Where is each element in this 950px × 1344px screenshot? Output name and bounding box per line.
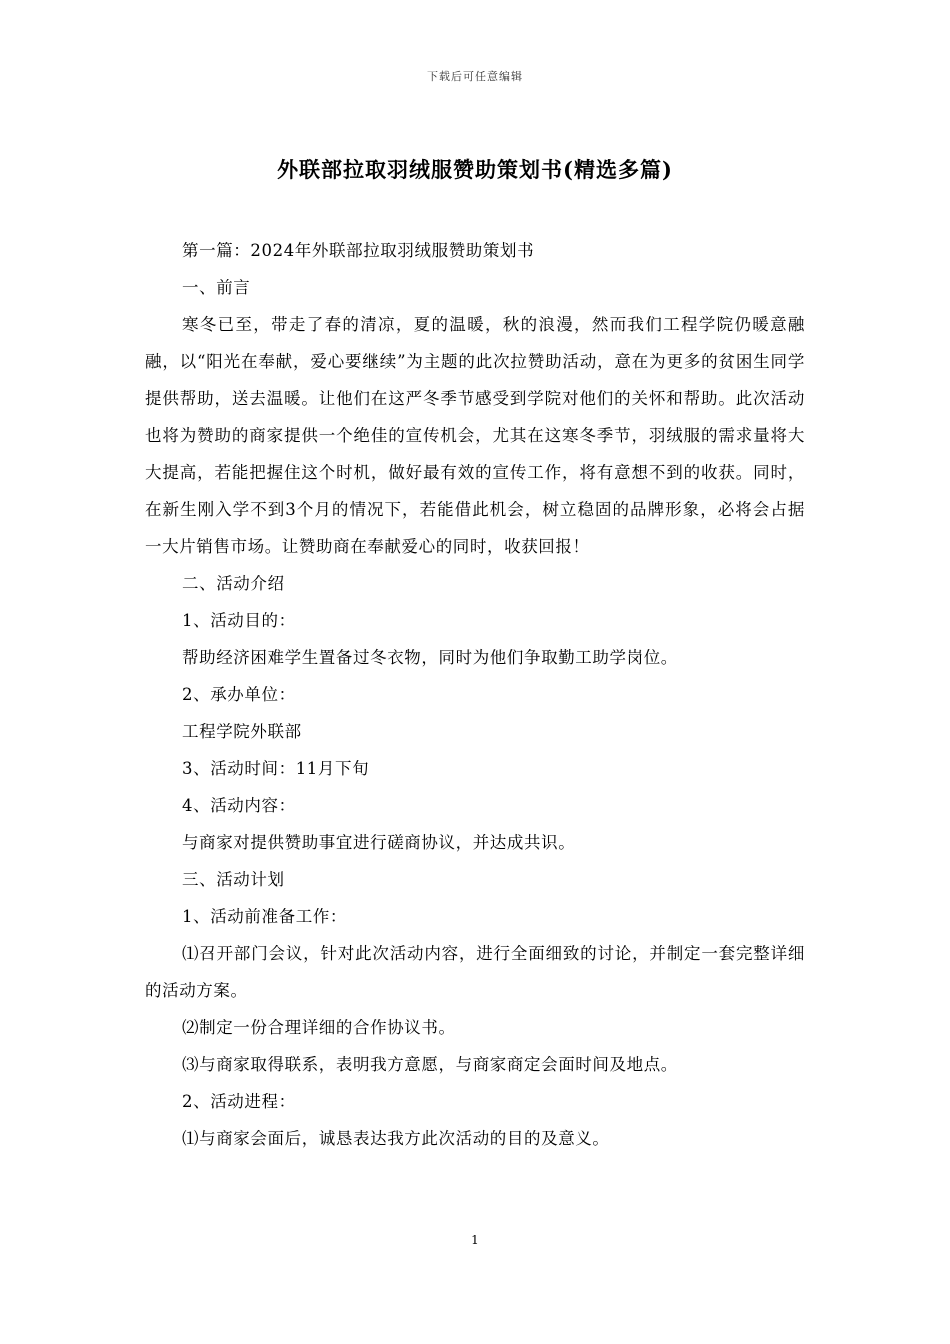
item-text-content: 与商家对提供赞助事宜进行磋商协议，并达成共识。 [182, 833, 576, 852]
preface-paragraph: 寒冬已至，带走了春的清凉，夏的温暖，秋的浪漫，然而我们工程学院仍暖意融融，以“阳光在奉献，爱心要继续”为主题的此次拉赞助活动，意在为更多的贫困生同学提供帮助，送去温暖。让他们在这严冬季节感受到学院对他们的关怀和帮助。此次活动也将为赞助的商家提供一个绝佳的宣传机会，尤其在这寒冬季节，羽绒服的需求量将大大提高，若能把握住这个时机，做好最有效的宣传工作，将有意想不到的收获。同时，在新生刚入学不到3个月的情况下，若能借此机会，树立稳固的品牌形象，必将会占据一大片销售市场。让赞助商在奉献爱心的同时，收获回报！ [145, 315, 805, 556]
document-body [145, 232, 805, 1157]
step-meeting: ⑴召开部门会议，针对此次活动内容，进行全面细致的讨论，并制定一套完整详细的活动方案。 [145, 944, 805, 1000]
chapter-heading: 第一篇：2024年外联部拉取羽绒服赞助策划书 [182, 241, 535, 260]
item-heading-preparation: 1、活动前准备工作： [182, 907, 347, 926]
item-activity-time: 3、活动时间：11月下旬 [182, 759, 370, 778]
section-heading-activity-plan: 三、活动计划 [182, 870, 285, 889]
step-merchant-meeting: ⑴与商家会面后，诚恳表达我方此次活动的目的及意义。 [182, 1129, 610, 1148]
item-text-organizer: 工程学院外联部 [182, 722, 302, 741]
item-heading-progress: 2、活动进程： [182, 1092, 296, 1111]
page-header: 下载后可任意编辑 [427, 70, 523, 83]
page-number: 1 [471, 1233, 479, 1247]
step-contact: ⑶与商家取得联系，表明我方意愿，与商家商定会面时间及地点。 [182, 1055, 678, 1074]
section-heading-preface: 一、前言 [182, 278, 251, 297]
item-heading-purpose: 1、活动目的： [182, 611, 296, 630]
document-title: 外联部拉取羽绒服赞助策划书(精选多篇) [277, 157, 673, 182]
item-text-purpose: 帮助经济困难学生置备过冬衣物，同时为他们争取勤工助学岗位。 [182, 648, 678, 667]
item-heading-content: 4、活动内容： [182, 796, 296, 815]
step-agreement: ⑵制定一份合理详细的合作协议书。 [182, 1018, 456, 1037]
section-heading-activity-intro: 二、活动介绍 [182, 574, 285, 593]
item-heading-organizer: 2、承办单位： [182, 685, 296, 704]
